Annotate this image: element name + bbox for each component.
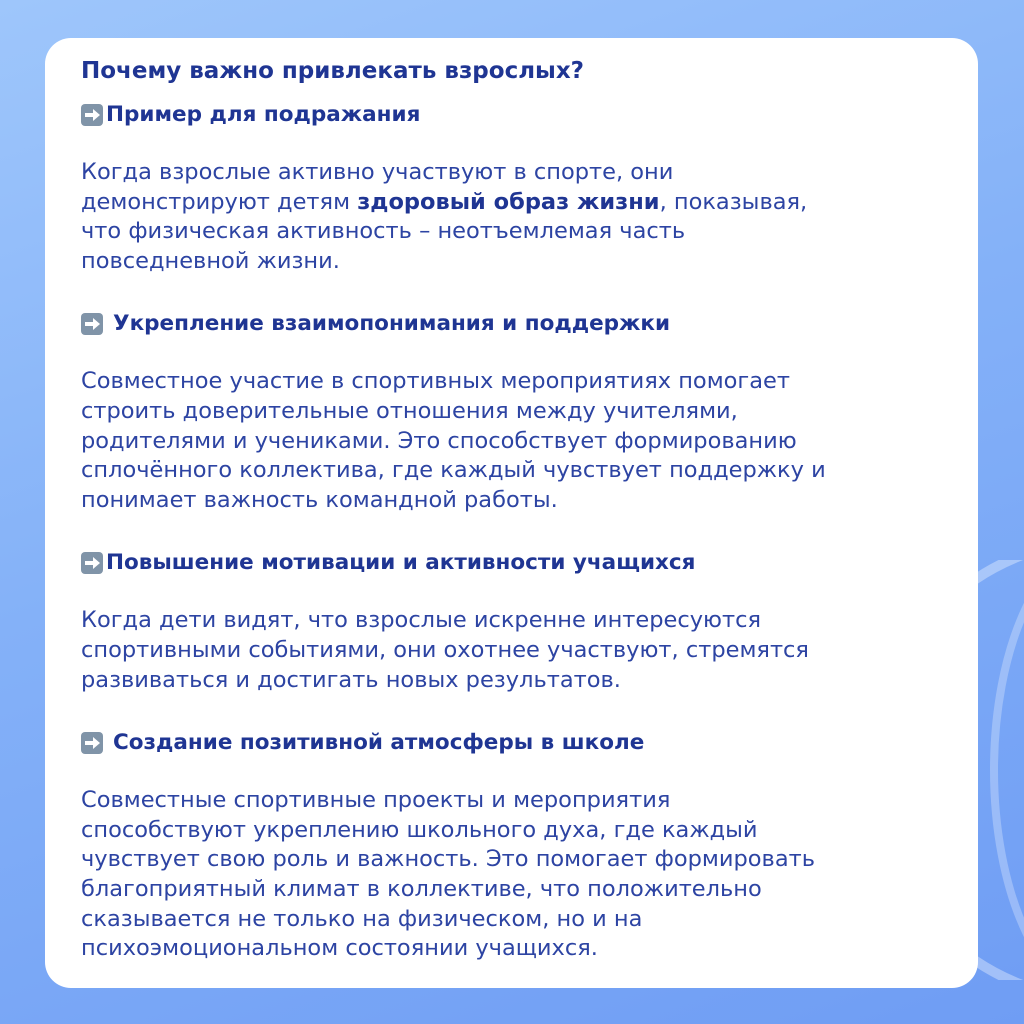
section-paragraph: [81, 606, 948, 695]
paragraph-line: психоэмоциональном состоянии учащихся.: [81, 935, 598, 962]
section-paragraph: [81, 158, 948, 276]
paragraph-line: повседневной жизни.: [81, 247, 340, 274]
paragraph-line: [81, 188, 948, 218]
right-arrow-icon: [81, 732, 103, 754]
section-heading: [81, 100, 948, 130]
section-heading-text: Пример для подражания: [106, 102, 421, 127]
paragraph-line: сплочённого коллектива, где каждый чувствует поддержку и: [81, 457, 826, 484]
paragraph-line: Совместное участие в спортивных мероприятиях помогает: [81, 368, 790, 395]
paragraph-line: Когда дети видят, что взрослые искренне интересуются: [81, 607, 761, 634]
section-heading-text: Создание позитивной атмосферы в школе: [113, 730, 645, 756]
paragraph-line: Совместные спортивные проекты и мероприятия: [81, 787, 671, 814]
section-heading: [81, 728, 948, 758]
section-heading-text: Повышение мотивации и активности учащихся: [106, 550, 696, 576]
page-title: Почему важно привлекать взрослых?: [81, 58, 585, 84]
line-text: демонстрируют детям: [81, 188, 358, 215]
paragraph-line: что физическая активность – неотъемлемая часть: [81, 218, 686, 245]
paragraph-line: благоприятный климат в коллективе, что положительно: [81, 875, 762, 902]
emphasis-text: здоровый образ жизни: [357, 188, 660, 215]
right-arrow-icon: [81, 313, 103, 335]
section-heading: [81, 309, 948, 339]
section-paragraph: [81, 367, 948, 515]
content-card: [45, 38, 978, 988]
section-paragraph: [81, 786, 948, 964]
line-text: , показывая,: [659, 188, 808, 215]
paragraph-line: родителями и учениками. Это способствует формированию: [81, 427, 797, 454]
paragraph-line: сказывается не только на физическом, но и на: [81, 905, 643, 932]
right-arrow-icon: [81, 104, 103, 126]
paragraph-line: чувствует свою роль и важность. Это помогает формировать: [81, 846, 815, 873]
paragraph-line: строить доверительные отношения между учителями,: [81, 397, 738, 424]
right-arrow-icon: [81, 552, 103, 574]
section-heading-text: Укрепление взаимопонимания и поддержки: [113, 311, 671, 337]
paragraph-line: спортивными событиями, они охотнее участвуют, стремятся: [81, 636, 809, 663]
paragraph-line: способствуют укреплению школьного духа, где каждый: [81, 816, 758, 843]
paragraph-line: Когда взрослые активно участвуют в спорте, они: [81, 159, 674, 185]
section-heading: [81, 548, 948, 578]
paragraph-line: понимает важность командной работы.: [81, 486, 558, 513]
paragraph-line: развиваться и достигать новых результатов.: [81, 666, 621, 693]
